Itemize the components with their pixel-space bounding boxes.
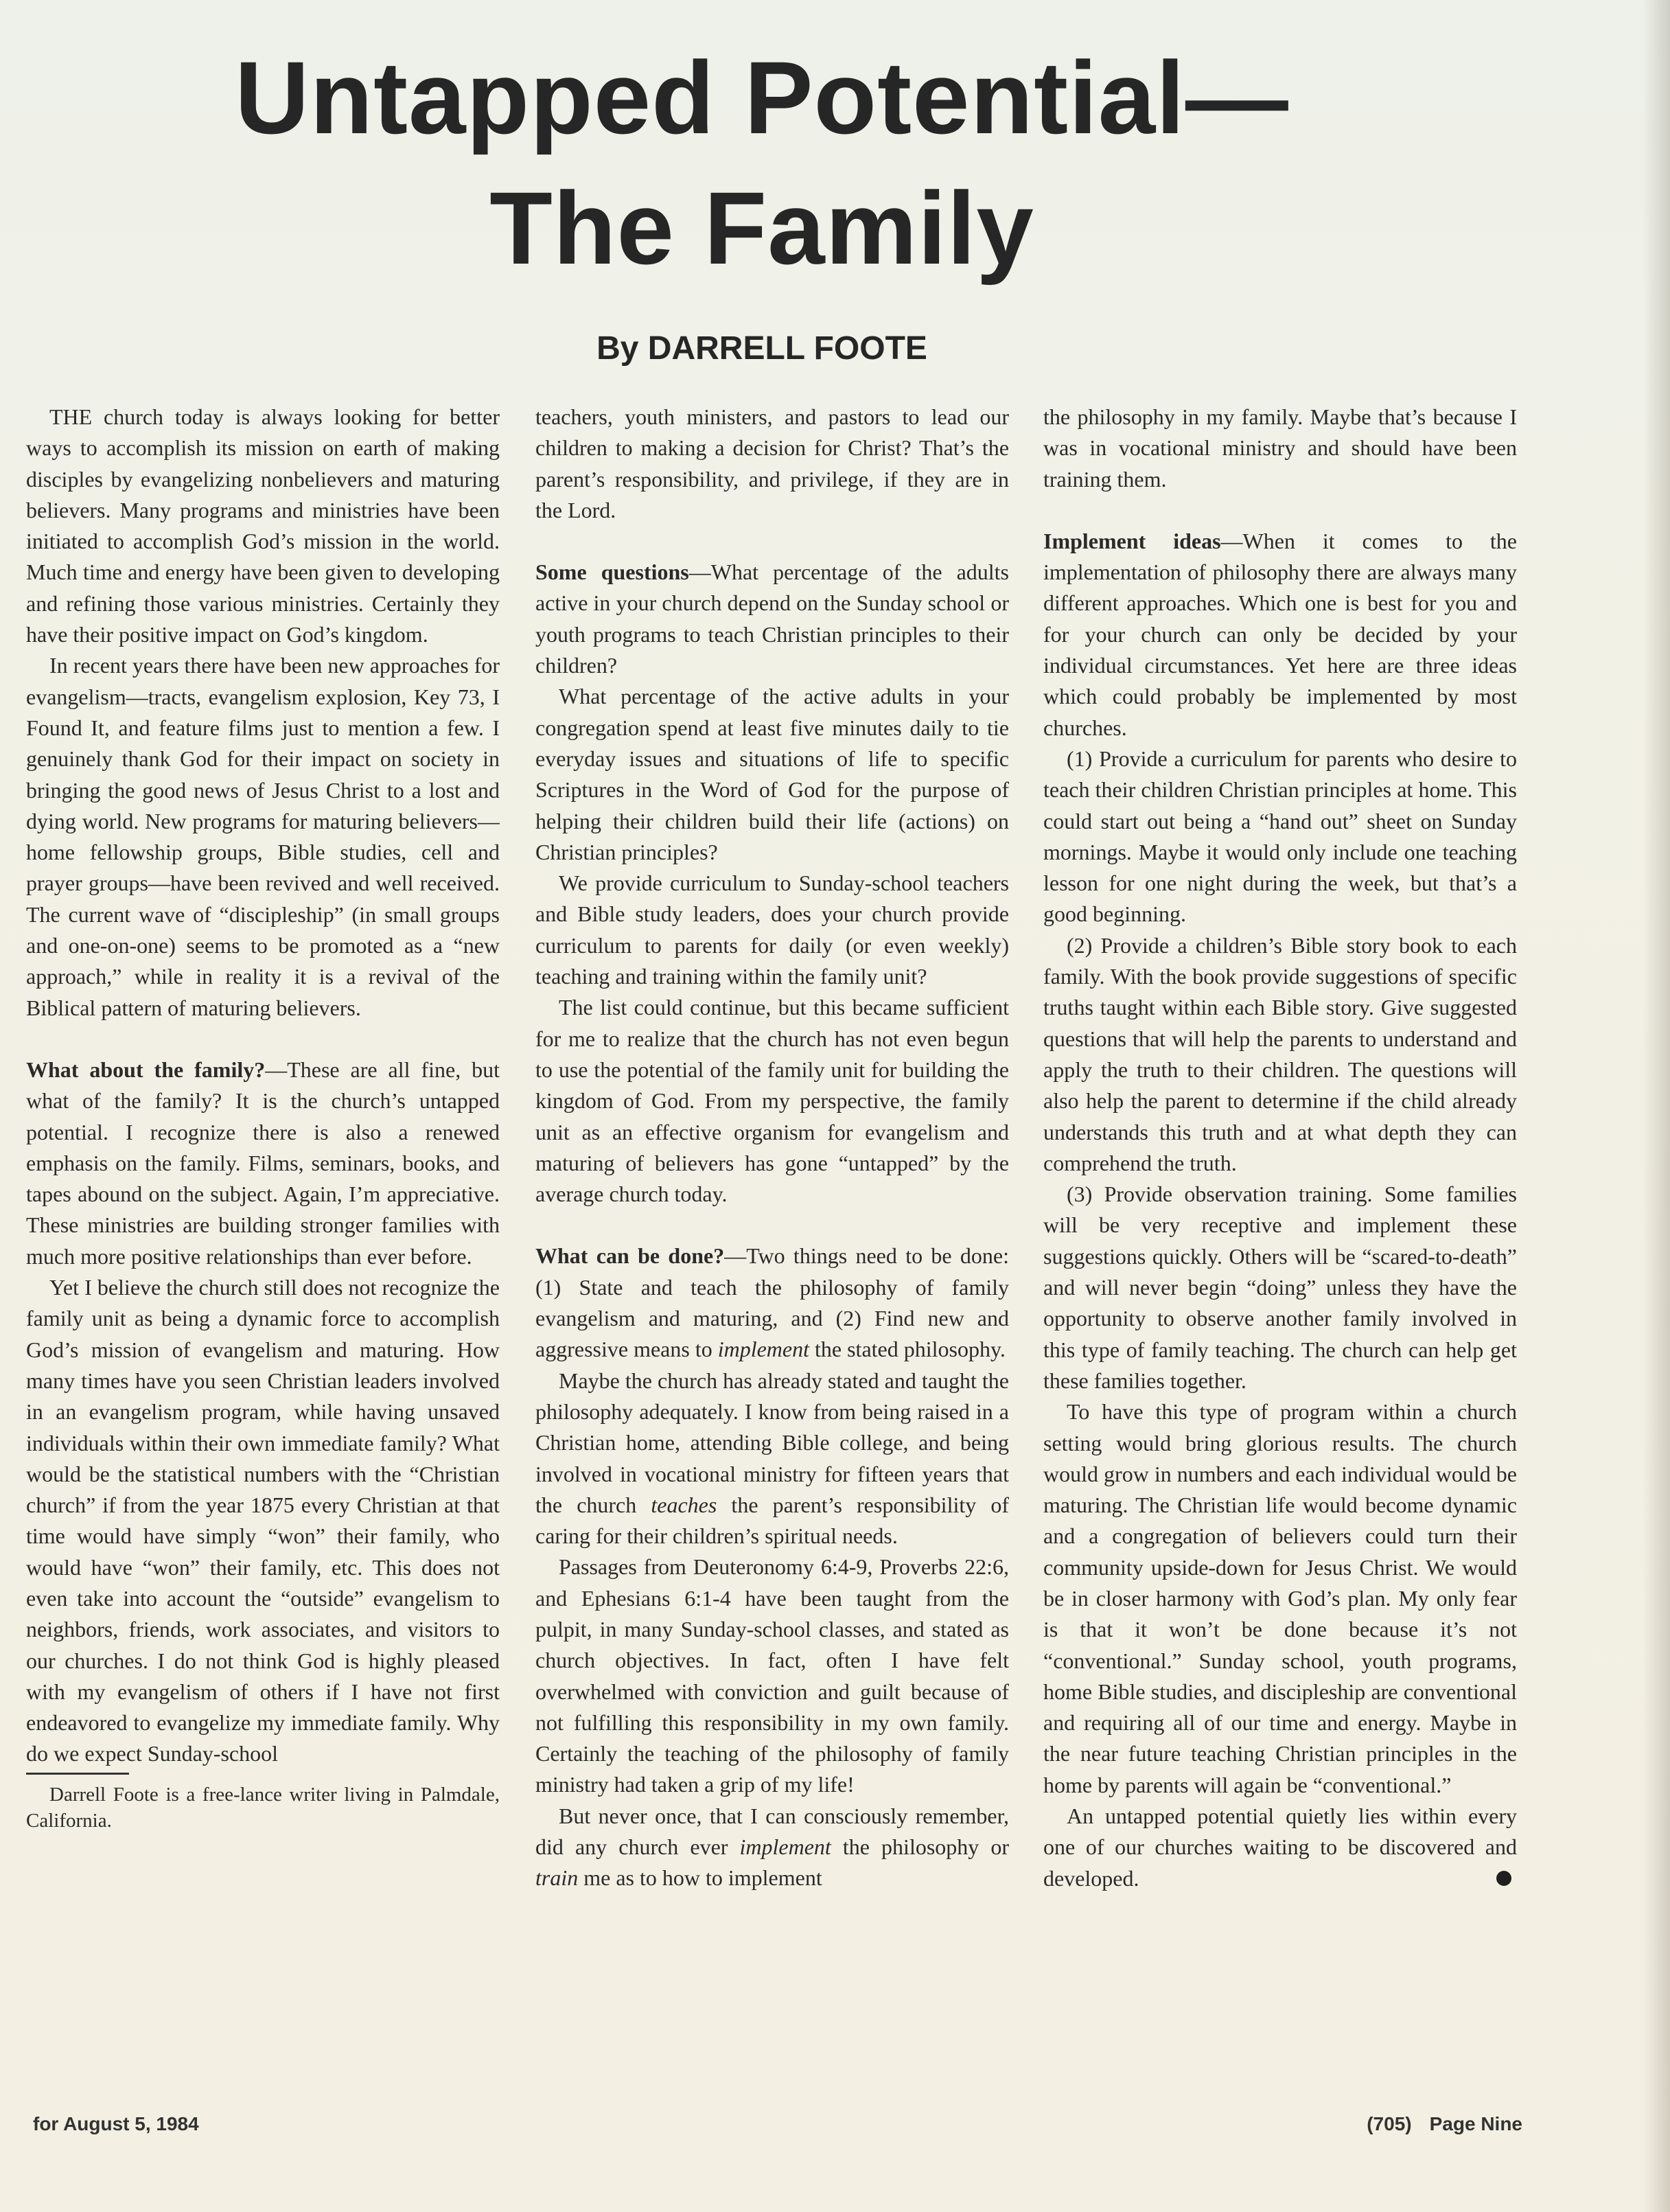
paragraph	[26, 1055, 500, 1272]
emphasis-text: implement	[739, 1834, 831, 1860]
emphasis-text: train	[535, 1865, 579, 1891]
article-column-1	[26, 402, 500, 2084]
article-title-line-2: The Family	[489, 170, 1034, 286]
paragraph: (2) Provide a children’s Bible story book to each family. With the book provide suggestions of specific truths taught within each Bible story. Give suggested questions that will help the parents to understand and apply the truth to their children. The questions will also help the parent to determine if the child already understands this truth and at what depth they can comprehend the truth.	[1043, 932, 1517, 1175]
paragraph: Passages from Deuteronomy 6:4-9, Proverbs 22:6, and Ephesians 6:1-4 have been taught from the pulpit, in many Sunday-school classes, and stated as church objectives. In fact, often I have felt overwhelmed with conviction and guilt because of not fulfilling this responsibility in my own family. Certainly the teaching of the philosophy of family ministry had taken a grip of my life!	[535, 1554, 1009, 1797]
paragraph-text: —Two things need to be done: (1) State and teach the philosophy of family evangelism and maturing, and (2) Find new and aggressive means to	[535, 1243, 1009, 1362]
paragraph: What percentage of the active adults in your congregation spend at least five minutes daily to tie everyday issues and situations of life to specific Scriptures in the Word of God for the purpose of helping their children build their life (actions) on Christian principles?	[535, 684, 1009, 864]
page-number: Page Nine	[1429, 2113, 1522, 2134]
emphasis-text: implement	[717, 1337, 809, 1362]
paragraph-text: Maybe the church has already stated and taught the philosophy adequately. I know from being raised in a Christian home, attending Bible college, and being involved in vocational ministry for fifteen years that the church	[535, 1368, 1009, 1517]
paragraph: THE church today is always looking for better ways to accomplish its mission on earth of making disciples by evangelizing nonbelievers and maturing believers. Many programs and ministries have been initiated to accomplish God’s mission in the world. Much time and energy have been given to developing and refining those various ministries. Certainly they have their positive impact on God’s kingdom.	[26, 404, 500, 647]
paragraph-text: the parent’s responsibility of caring for their children’s spiritual needs.	[535, 1492, 1009, 1549]
paragraph-text: —These are all fine, but what of the family? It is the church’s untapped potential. I recognize there is also a renewed emphasis on the family. Films, seminars, books, and tapes abound on the subject. Again, I’m appreciative. These ministries are building stronger families with much more positive relationships than ever before.	[26, 1057, 500, 1269]
section-heading: What about the family?	[26, 1057, 266, 1082]
page-footer	[1367, 2113, 1522, 2135]
emphasis-text: teaches	[651, 1492, 717, 1517]
paragraph	[535, 557, 1009, 681]
footnote-divider	[26, 1773, 129, 1775]
paragraph-text: —What percentage of the adults active in your church depend on the Sunday school or youth programs to teach Christian principles to their children?	[535, 560, 1009, 678]
paragraph: (3) Provide observation training. Some families will be very receptive and implement these suggestions quickly. Others will be “scared-to-death” and will never begin “doing” unless they have the opportunity to observe another family involved in this type of family teaching. The church can help get these families together.	[1043, 1182, 1517, 1393]
paragraph: In recent years there have been new approaches for evangelism—tracts, evangelism explosion, Key 73, I Found It, and feature films just to mention a few. I genuinely thank God for their impact on society in bringing the good news of Jesus Christ to a lost and dying world. New programs for maturing believers—home fellowship groups, Bible studies, cell and prayer groups—have been revived and well received. The current wave of “discipleship” (in small groups and one-on-one) seems to be promoted as a “new approach,” while in reality it is a revival of the Biblical pattern of maturing believers.	[26, 653, 500, 1020]
paragraph: the philosophy in my family. Maybe that’s because I was in vocational ministry and should have been training them.	[1043, 404, 1517, 492]
byline: By DARRELL FOOTE	[596, 330, 927, 367]
paragraph	[535, 1241, 1009, 1365]
paragraph: teachers, youth ministers, and pastors to lead our children to making a decision for Christ? That’s the parent’s responsibility, and privilege, if they are in the Lord.	[535, 404, 1009, 522]
end-mark-bullet	[1496, 1871, 1511, 1886]
section-heading: Some questions	[535, 560, 689, 585]
paragraph	[1043, 526, 1517, 744]
paragraph	[535, 1801, 1009, 1894]
issue-number: (705)	[1367, 2113, 1412, 2134]
article-column-3	[1043, 402, 1517, 2084]
paragraph: The list could continue, but this became sufficient for me to realize that the church has not even begun to use the potential of the family unit for building the kingdom of God. From my perspective, the family unit as an effective organism for evangelism and maturing of believers has gone “untapped” by the average church today.	[535, 995, 1009, 1207]
page-edge-shadow	[1643, 0, 1670, 2212]
paragraph-text: the philosophy or	[831, 1834, 1009, 1860]
author-bio: Darrell Foote is a free-lance writer living in Palmdale, California.	[26, 1783, 500, 1832]
paragraph: To have this type of program within a church setting would bring glorious results. The church would grow in numbers and each individual would be maturing. The Christian life would become dynamic and a congregation of believers could turn their community upside-down for Jesus Christ. We would be in closer harmony with God’s plan. My only fear is that it won’t be done because it’s not “conventional.” Sunday school, youth programs, home Bible studies, and discipleship are conventional and requiring all of our time and energy. Maybe in the near future teaching Christian principles in the home by parents will again be “conventional.”	[1043, 1399, 1517, 1797]
paragraph: We provide curriculum to Sunday-school teachers and Bible study leaders, does your church provide curriculum to parents for daily (or even weekly) teaching and training within the family unit?	[535, 871, 1009, 989]
paragraph: Yet I believe the church still does not recognize the family unit as being a dynamic force to accomplish God’s mission of evangelism and maturing. How many times have you seen Christian leaders involved in an evangelism program, while having unsaved individuals within their own immediate family? What would be the statistical numbers with the “Christian church” if from the year 1875 every Christian at that time would have simply “won” their family, who would have “won” their family, etc. This does not even take into account the “outside” evangelism to neighbors, friends, work associates, and visitors to our churches. I do not think God is highly pleased with my evangelism of others if I have not first endeavored to evangelize my immediate family. Why do we expect Sunday-school	[26, 1275, 500, 1766]
issue-date: for August 5, 1984	[33, 2113, 199, 2134]
paragraph	[535, 1366, 1009, 1552]
paragraph-text: But never once, that I can consciously remember, did any church ever	[535, 1803, 1009, 1860]
paragraph-text: An untapped potential quietly lies within every one of our churches waiting to be discovered and developed.	[1043, 1804, 1517, 1891]
section-heading: Implement ideas	[1043, 528, 1221, 553]
paragraph-text: me as to how to implement	[578, 1865, 822, 1891]
paragraph-text: the stated philosophy.	[809, 1337, 1006, 1362]
section-heading: What can be done?	[535, 1243, 725, 1269]
article-title-line-1: Untapped Potential—	[235, 40, 1289, 155]
paragraph	[1043, 1801, 1517, 1894]
paragraph: (1) Provide a curriculum for parents who desire to teach their children Christian principles at home. This could start out being a “hand out” sheet on Sunday mornings. Maybe it would only include one teaching lesson for one night during the week, but that’s a good beginning.	[1043, 746, 1517, 927]
paragraph-text: —When it comes to the implementation of philosophy there are always many different approaches. Which one is best for you and for your church can only be decided by your individual circumstances. Yet here are three ideas which could probably be implemented by most churches.	[1043, 528, 1517, 740]
article-column-2	[535, 402, 1009, 2084]
